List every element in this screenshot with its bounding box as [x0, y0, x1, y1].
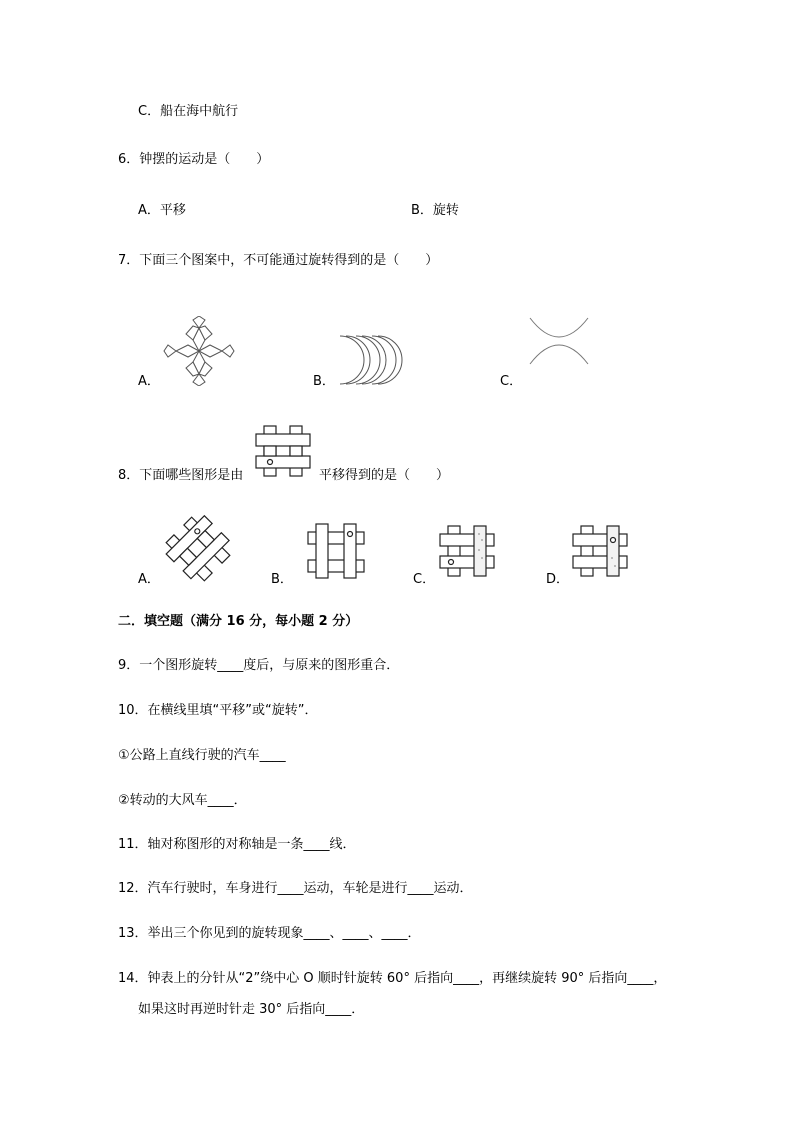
q8-option-a-label: A． [138, 572, 160, 587]
q11-text: 11．轴对称图形的对称轴是一条____线． [118, 837, 356, 852]
q8-figure-c-translated-planks [438, 524, 496, 578]
q7-figure-a-rhombus-flower [160, 316, 238, 386]
q8-stem-after: 平移得到的是（ ） [319, 468, 450, 483]
section-heading-fill-in: 二．填空题（满分 16 分，每小题 2 分） [118, 614, 359, 629]
q8-option-d-label: D． [546, 572, 570, 587]
q14-line-1: 14．钟表上的分针从“2”绕中心 O 顺时针旋转 60° 后指向____，再继续旋转 90° 后指向____， [118, 971, 667, 986]
q7-option-a-label: A． [138, 374, 160, 389]
q8-figure-a-rotated-planks [162, 514, 234, 584]
q8-stem-before: 8．下面哪些图形是由 [118, 468, 244, 483]
q12-text: 12．汽车行驶时，车身进行____运动，车轮是进行____运动． [118, 881, 473, 896]
q5-option-c: C．船在海中航行 [138, 104, 239, 119]
q8-option-b-label: B． [271, 572, 293, 587]
q8-reference-figure-woven-planks [254, 424, 312, 478]
q7-option-c-label: C． [500, 374, 523, 389]
q10-item-2: ②转动的大风车____． [118, 793, 247, 808]
q13-text: 13．举出三个你见到的旋转现象____、____、____． [118, 926, 421, 941]
q7-figure-c-crossed-arcs [526, 316, 592, 366]
q7-option-b-label: B． [313, 374, 335, 389]
q6-stem: 6．钟摆的运动是（ ） [118, 152, 270, 167]
q7-figure-b-arcs [336, 332, 406, 388]
q6-option-a: A．平移 [138, 203, 186, 218]
q8-figure-c-label: C． [413, 572, 436, 587]
q10-item-1: ①公路上直线行驶的汽车____ [118, 748, 286, 763]
q8-figure-d-translated-planks [571, 524, 629, 578]
q9-text: 9．一个图形旋转____度后，与原来的图形重合． [118, 658, 400, 673]
q10-stem: 10．在横线里填“平移”或“旋转”． [118, 703, 318, 718]
q7-stem: 7．下面三个图案中，不可能通过旋转得到的是（ ） [118, 253, 439, 268]
q6-option-b: B．旋转 [411, 203, 459, 218]
q14-line-2: 如果这时再逆时针走 30° 后指向____． [138, 1002, 365, 1017]
q8-figure-b-vertical-planks [306, 520, 366, 580]
